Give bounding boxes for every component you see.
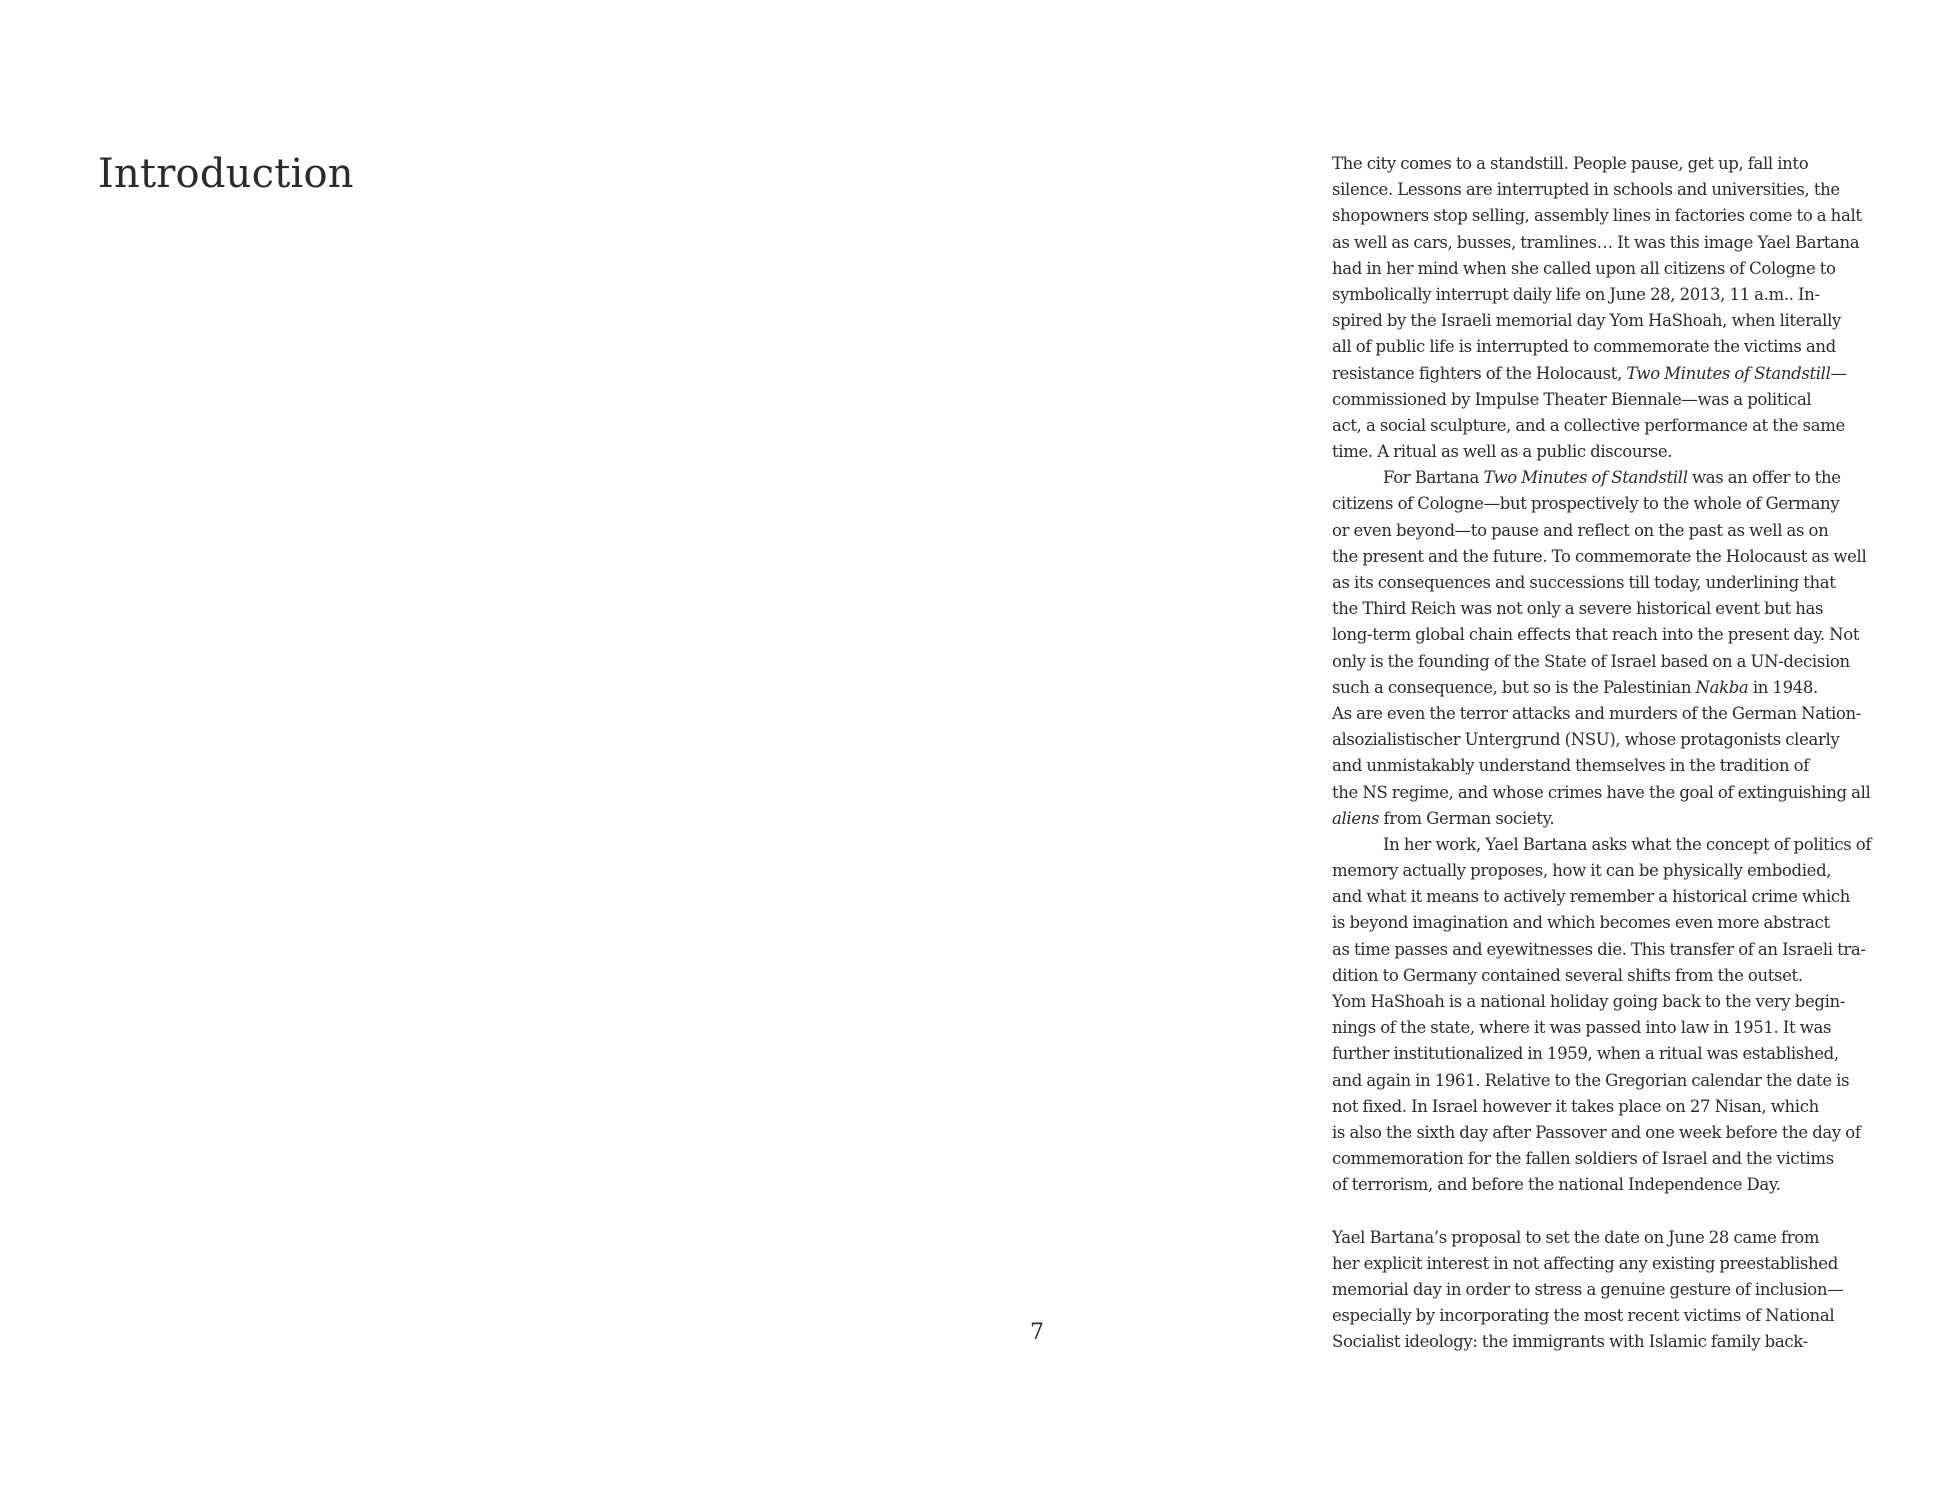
body-paragraph	[1332, 1225, 1932, 1356]
text-run: is beyond imagination and which becomes even more abstract	[1332, 913, 1830, 933]
text-run: or even beyond—to pause and reflect on the past as well as on	[1332, 520, 1829, 540]
text-run: had in her mind when she called upon all citizens of Cologne to	[1332, 258, 1836, 278]
text-line	[1332, 1015, 1932, 1041]
text-run: commemoration for the fallen soldiers of Israel and the victims	[1332, 1149, 1834, 1169]
text-run: resistance fighters of the Holocaust,	[1332, 363, 1627, 383]
text-line	[1332, 1277, 1932, 1303]
text-line	[1332, 334, 1932, 360]
text-line	[1332, 1041, 1932, 1067]
text-line	[1332, 858, 1932, 884]
text-line	[1332, 439, 1932, 465]
text-line	[1332, 649, 1932, 675]
text-line	[1332, 256, 1932, 282]
text-run: Yom HaShoah is a national holiday going back to the very begin-	[1332, 992, 1846, 1011]
text-line	[1332, 570, 1932, 596]
text-run: act, a social sculpture, and a collective performance at the same	[1332, 415, 1845, 435]
text-line	[1332, 1251, 1932, 1277]
text-run: In her work, Yael Bartana asks what the concept of politics of	[1383, 834, 1872, 854]
text-line	[1332, 963, 1932, 989]
text-run: memorial day in order to stress a genuine gesture of inclusion—	[1332, 1280, 1844, 1300]
text-line	[1332, 491, 1932, 517]
italic-title: Two Minutes of Standstill	[1626, 363, 1831, 383]
text-line	[1332, 203, 1932, 229]
text-line	[1332, 1303, 1932, 1329]
italic-title: aliens	[1332, 808, 1380, 828]
text-line	[1332, 151, 1932, 177]
text-line	[1332, 308, 1932, 334]
text-run: commissioned by Impulse Theater Biennale—was a political	[1332, 389, 1812, 409]
text-line	[1332, 675, 1932, 701]
text-line	[1332, 1094, 1932, 1120]
text-line	[1332, 230, 1932, 256]
text-line	[1332, 780, 1932, 806]
text-line	[1332, 1120, 1932, 1146]
text-line	[1332, 806, 1932, 832]
text-run: the NS regime, and whose crimes have the goal of extinguishing all	[1332, 782, 1871, 802]
text-run: silence. Lessons are interrupted in schools and universities, the	[1332, 180, 1840, 200]
paragraph-gap	[1332, 1199, 1932, 1225]
text-run: as time passes and eyewitnesses die. This transfer of an Israeli tra-	[1332, 939, 1866, 959]
text-run: the present and the future. To commemorate the Holocaust as well	[1332, 546, 1867, 566]
body-paragraph	[1332, 151, 1932, 465]
text-line	[1332, 177, 1932, 203]
text-run: nings of the state, where it was passed into law in 1951. It was	[1332, 1018, 1832, 1038]
text-run: as its consequences and successions till today, underlining that	[1332, 573, 1836, 592]
text-line	[1332, 832, 1932, 858]
italic-title: Two Minutes of Standstill	[1483, 468, 1688, 488]
text-run: further institutionalized in 1959, when a ritual was established,	[1332, 1044, 1839, 1064]
text-run: is also the sixth day after Passover and one week before the day of	[1332, 1122, 1861, 1142]
text-line	[1332, 1225, 1932, 1251]
text-run: from German society.	[1379, 808, 1555, 828]
text-run: For Bartana	[1383, 468, 1484, 488]
text-run: time. A ritual as well as a public discourse.	[1332, 442, 1673, 462]
text-line	[1332, 1172, 1932, 1198]
text-run: alsozialistischer Untergrund (NSU), whose protagonists clearly	[1332, 730, 1840, 750]
text-run: Yael Bartana’s proposal to set the date on June 28 came from	[1332, 1227, 1820, 1247]
text-run: memory actually proposes, how it can be physically embodied,	[1332, 861, 1832, 881]
text-run: and unmistakably understand themselves in the tradition of	[1332, 756, 1810, 776]
text-run: her explicit interest in not affecting any existing preestablished	[1332, 1253, 1838, 1273]
text-line	[1332, 701, 1932, 727]
text-line	[1332, 753, 1932, 779]
text-run: in 1948.	[1748, 677, 1818, 697]
text-run: —	[1830, 363, 1847, 383]
body-paragraph	[1332, 465, 1932, 832]
text-line	[1332, 884, 1932, 910]
body-text-column	[1332, 151, 1932, 1356]
text-line	[1332, 727, 1932, 753]
text-run: The city comes to a standstill. People pause, get up, fall into	[1332, 154, 1809, 173]
italic-title: Nakba	[1695, 677, 1749, 697]
body-paragraph	[1332, 832, 1932, 1199]
text-run: dition to Germany contained several shifts from the outset.	[1332, 965, 1803, 985]
text-line	[1332, 1068, 1932, 1094]
text-line	[1332, 413, 1932, 439]
page-title: Introduction	[98, 151, 354, 197]
text-run: especially by incorporating the most recent victims of National	[1332, 1306, 1835, 1326]
text-run: of terrorism, and before the national Independence Day.	[1332, 1175, 1781, 1195]
text-line	[1332, 1329, 1932, 1355]
text-line	[1332, 989, 1932, 1015]
page-number: 7	[1030, 1320, 1044, 1345]
text-run: not fixed. In Israel however it takes place on 27 Nisan, which	[1332, 1096, 1819, 1116]
text-run: long-term global chain effects that reach into the present day. Not	[1332, 625, 1860, 645]
text-run: As are even the terror attacks and murders of the German Nation-	[1332, 703, 1861, 723]
text-run: Socialist ideology: the immigrants with Islamic family back-	[1332, 1332, 1808, 1352]
text-line	[1332, 361, 1932, 387]
text-run: and what it means to actively remember a historical crime which	[1332, 887, 1851, 907]
text-line	[1332, 544, 1932, 570]
text-line	[1332, 937, 1932, 963]
text-line	[1332, 596, 1932, 622]
text-line	[1332, 282, 1932, 308]
text-run: was an offer to the	[1687, 468, 1841, 488]
text-run: symbolically interrupt daily life on June 28, 2013, 11 a.m.. In-	[1332, 284, 1820, 304]
text-line	[1332, 465, 1932, 491]
text-run: as well as cars, busses, tramlines… It was this image Yael Bartana	[1332, 232, 1860, 252]
text-run: all of public life is interrupted to commemorate the victims and	[1332, 337, 1836, 357]
text-run: such a consequence, but so is the Palestinian	[1332, 677, 1696, 697]
text-run: only is the founding of the State of Israel based on a UN-decision	[1332, 651, 1850, 671]
text-run: the Third Reich was not only a severe historical event but has	[1332, 599, 1824, 619]
text-line	[1332, 387, 1932, 413]
text-run: citizens of Cologne—but prospectively to the whole of Germany	[1332, 494, 1840, 514]
text-line	[1332, 518, 1932, 544]
text-run: spired by the Israeli memorial day Yom HaShoah, when literally	[1332, 311, 1841, 331]
text-run: and again in 1961. Relative to the Gregorian calendar the date is	[1332, 1070, 1850, 1090]
text-run: shopowners stop selling, assembly lines in factories come to a halt	[1332, 206, 1862, 226]
text-line	[1332, 910, 1932, 936]
text-line	[1332, 1146, 1932, 1172]
text-line	[1332, 622, 1932, 648]
